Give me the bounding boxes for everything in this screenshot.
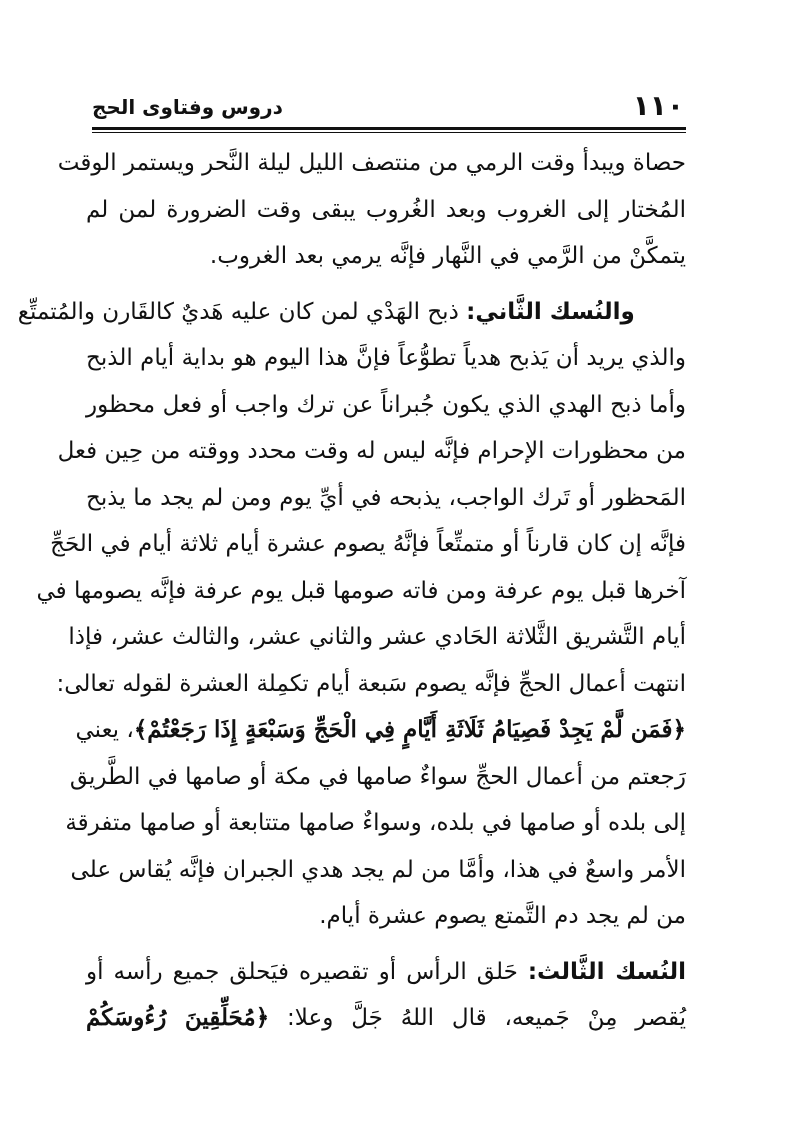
text-line: والذي يريد أن يَذبح هدياً تطوُّعاً فإنَّ هذا اليوم هو بداية أيام الذبح	[86, 345, 686, 371]
text-line: وأما ذبح الهدي الذي يكون جُبراناً عن ترك واجب أو فعل محظور	[86, 391, 686, 418]
header-rule-thick	[92, 127, 686, 130]
text-line: فإنَّه إن كان قارناً أو متمتِّعاً فإنَّهُ يصوم عشرة أيام ثلاثة أيام في الحَجِّ	[50, 531, 686, 557]
text-run: يُقصر مِنْ جَميعه، قال اللهُ جَلَّ وعلا:	[269, 1005, 686, 1031]
quran-verse: ﴿فَمَن لَّمْ يَجِدْ فَصِيَامُ ثَلَاثَةِ أَيَّامٍ فِي الْحَجِّ وَسَبْعَةٍ إِذَا رَجَعْتُمْ﴾	[133, 716, 686, 743]
text-line	[86, 949, 686, 996]
body-text	[17, 140, 686, 1042]
text-line	[17, 289, 686, 336]
text-line: من محظورات الإحرام فإنَّه ليس له وقت محدد ووقته من حِين فعل	[57, 438, 686, 464]
text-line: من لم يجد دم التَّمتع يصوم عشرة أيام.	[319, 903, 686, 929]
text-line: انتهت أعمال الحجِّ فإنَّه يصوم سَبعة أيام تكمِلة العشرة لقوله تعالى:	[56, 670, 686, 697]
text-line: حصاة ويبدأ وقت الرمي من منتصف الليل ليلة النَّحر ويستمر الوقت	[57, 150, 686, 176]
text-line	[75, 707, 686, 754]
page-number: ١١٠	[632, 89, 684, 122]
text-line: المَحظور أو تَرك الواجب، يذبحه في أيِّ يوم ومن لم يجد ما يذبح	[86, 484, 686, 511]
text-line: آخرها قبل يوم عرفة ومن فاته صومها قبل يوم عرفة فإنَّه يصومها في	[36, 577, 686, 604]
text-line: الأمر واسعٌ في هذا، وأمَّا من لم يجد هدي الجبران فإنَّه يُقاس على	[70, 856, 686, 883]
header-rule-thin	[92, 132, 686, 133]
book-title: دروس وفتاوى الحج	[92, 95, 283, 119]
section-lead-second-rite: والنُسك الثَّاني:	[466, 298, 635, 325]
paragraph-gap	[86, 940, 686, 949]
text-line: أيام التَّشريق الثَّلاثة الحَادي عشر والثاني عشر، والثالث عشر، فإذا	[68, 624, 686, 650]
quran-verse: ﴿مُحَلِّقِينَ رُءُوسَكُمْ	[86, 1004, 270, 1031]
text-line: رَجعتم من أعمال الحجِّ سواءٌ صامها في مكة أو صامها في الطَّريق	[69, 763, 686, 790]
text-line: إلى بلده أو صامها في بلده، وسواءٌ صامها متتابعة أو صامها متفرقة	[65, 810, 686, 836]
running-header	[92, 88, 684, 124]
text-line: يتمكَّنْ من الرَّمي في النَّهار فإنَّه يرمي بعد الغروب.	[209, 243, 686, 269]
text-line: المُختار إلى الغروب وبعد الغُروب يبقى وقت الضرورة لمن لم	[86, 196, 686, 223]
text-run: حَلق الرأس أو تقصيره فيَحلق جميع رأسه أو	[86, 958, 528, 985]
section-lead-third-rite: النُسك الثَّالث:	[527, 958, 686, 985]
text-line	[86, 995, 686, 1042]
paragraph-gap	[86, 280, 686, 289]
text-run: ، يعني	[75, 717, 134, 743]
text-run: ذبح الهَدْي لمن كان عليه هَديٌ كالقَارن والمُتمتِّع	[17, 298, 467, 325]
